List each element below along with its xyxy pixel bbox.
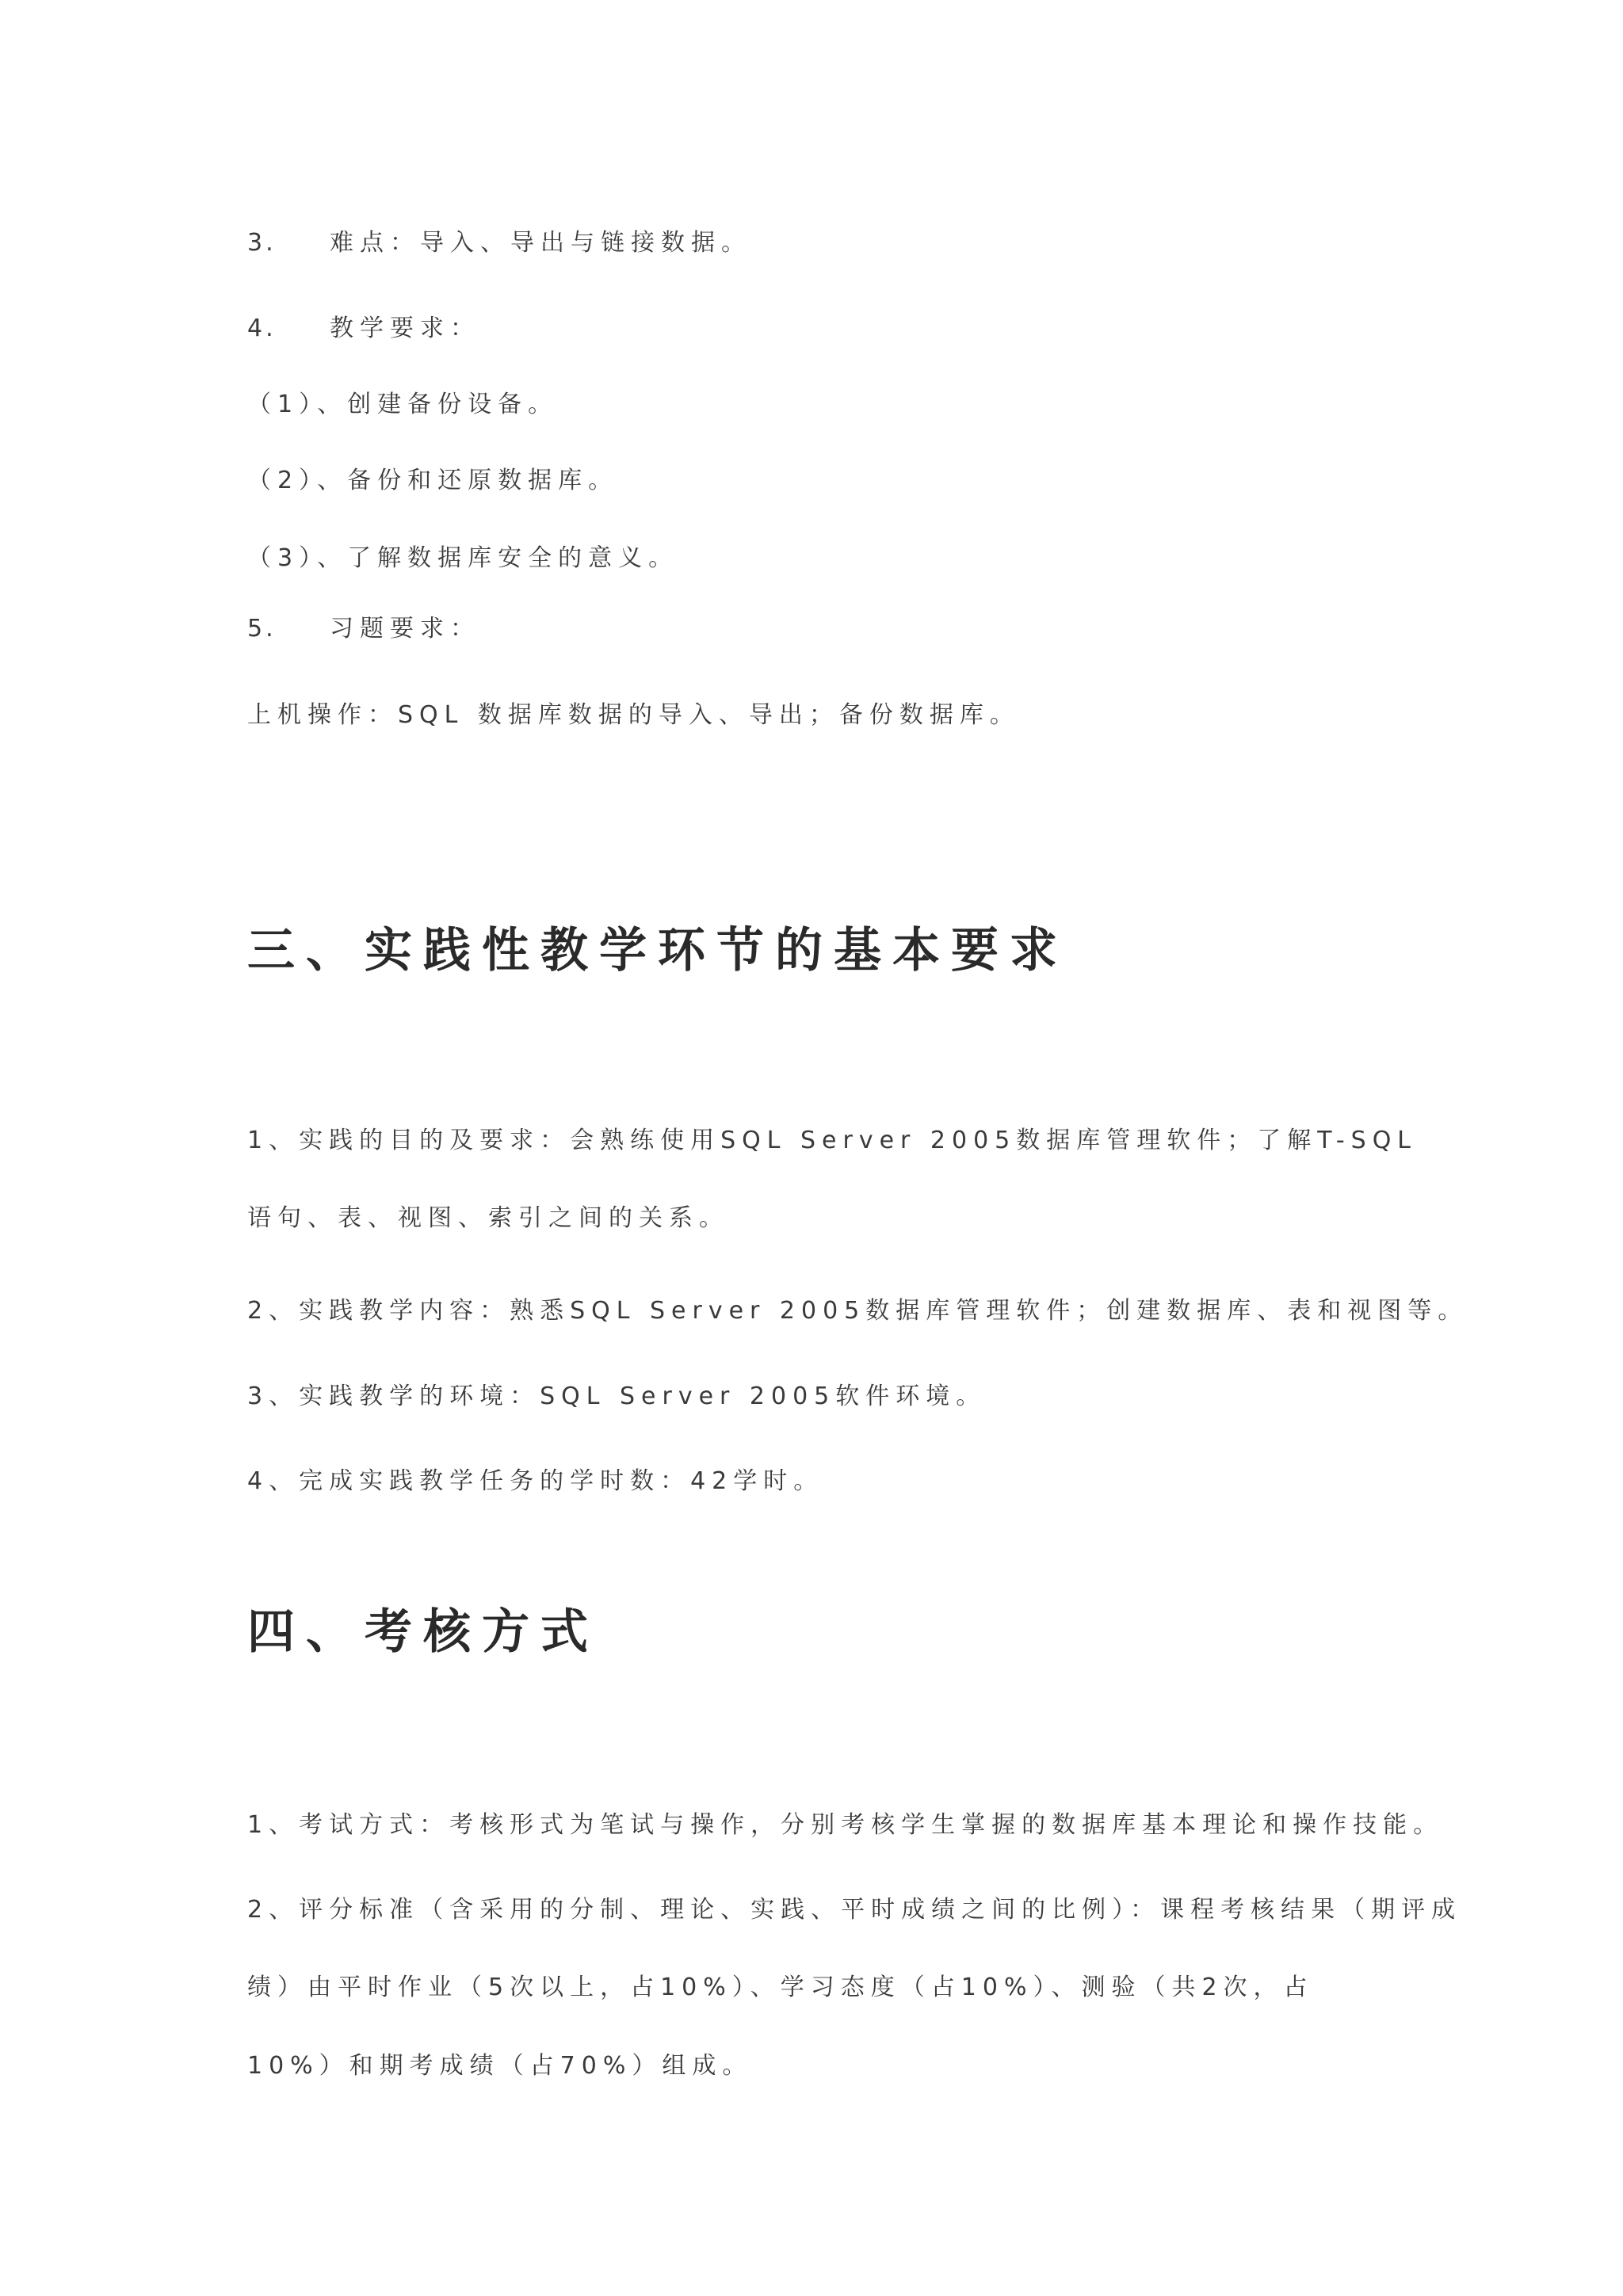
section-4-heading: 四、考核方式: [247, 1604, 599, 1660]
list-number: 4.: [247, 315, 277, 342]
list-text: 习题要求：: [330, 615, 480, 643]
practice-paragraph-2: 2、实践教学内容：熟悉SQL Server 2005数据库管理软件；创建数据库、表和视图等。: [247, 1297, 1468, 1325]
practice-paragraph-4: 4、完成实践教学任务的学时数：42学时。: [247, 1467, 824, 1495]
assessment-paragraph-2-line-3: 10%）和期考成绩（占70%）组成。: [247, 2052, 753, 2080]
assessment-paragraph-1: 1、考试方式：考核形式为笔试与操作，分别考核学生掌握的数据库基本理论和操作技能。: [247, 1811, 1444, 1839]
practice-paragraph-1-line-2: 语句、表、视图、索引之间的关系。: [247, 1204, 729, 1232]
list-item-5: [247, 617, 480, 641]
assessment-paragraph-2-line-1: 2、评分标准（含采用的分制、理论、实践、平时成绩之间的比例）：课程考核结果（期评成: [247, 1896, 1462, 1924]
list-item-3: [247, 231, 751, 255]
requirement-1: （1）、创建备份设备。: [247, 391, 559, 418]
list-text: 难点：导入、导出与链接数据。: [330, 229, 751, 257]
requirement-2: （2）、备份和还原数据库。: [247, 467, 619, 494]
section-3-heading: 三、实践性教学环节的基本要求: [247, 923, 1068, 978]
practice-paragraph-1-line-1: 1、实践的目的及要求：会熟练使用SQL Server 2005数据库管理软件；了解T-SQL: [247, 1127, 1418, 1154]
list-text: 教学要求：: [330, 315, 480, 342]
practice-paragraph-3: 3、实践教学的环境：SQL Server 2005软件环境。: [247, 1383, 987, 1410]
exercise-paragraph: 上机操作：SQL 数据库数据的导入、导出；备份数据库。: [247, 701, 1020, 729]
assessment-paragraph-2-line-2: 绩）由平时作业（5次以上，占10%）、学习态度（占10%）、测验（共2次，占: [247, 1974, 1314, 2001]
list-item-4: [247, 317, 480, 341]
list-number: 3.: [247, 229, 277, 257]
requirement-3: （3）、了解数据库安全的意义。: [247, 544, 679, 572]
list-number: 5.: [247, 615, 277, 643]
